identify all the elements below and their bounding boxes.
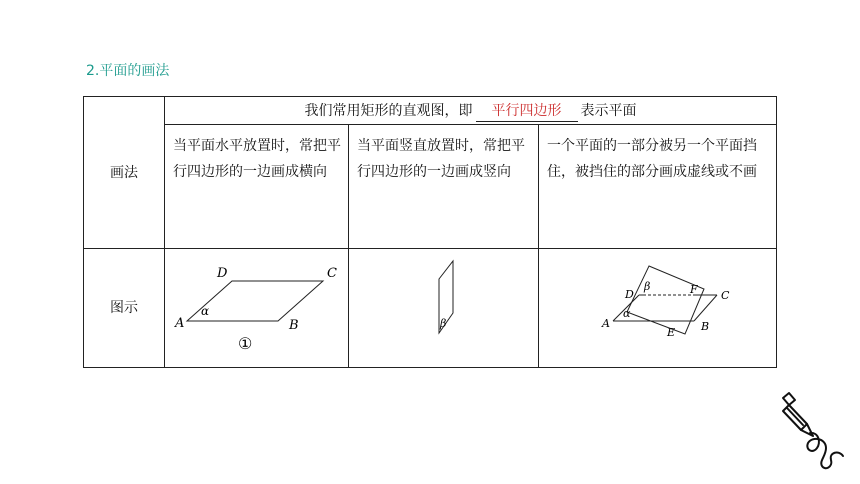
row-label-figure: 图示 <box>84 249 165 368</box>
label-A: A <box>175 316 185 331</box>
figure-vertical-plane <box>349 249 539 368</box>
fill-blank-answer: 平行四边形 <box>476 101 578 122</box>
overlapping-planes-diagram <box>539 249 777 358</box>
label-C: C <box>721 289 730 302</box>
label-beta: β <box>644 280 651 293</box>
row-label-drawing: 画法 <box>84 97 165 249</box>
label-F: F <box>690 283 698 296</box>
label-beta: β <box>440 317 447 330</box>
intro-after: 表示平面 <box>580 102 637 119</box>
vertical-plane-diagram <box>349 249 539 358</box>
label-A: A <box>602 317 610 330</box>
figure-horizontal-plane <box>165 249 349 368</box>
label-C: C <box>327 266 337 281</box>
section-title: 2.平面的画法 <box>86 63 170 79</box>
label-D: D <box>217 266 228 281</box>
figure-marker: ① <box>238 334 253 353</box>
label-E: E <box>667 326 676 339</box>
intro-before: 我们常用矩形的直观图，即 <box>304 102 473 119</box>
horizontal-plane-diagram <box>165 249 349 358</box>
label-B: B <box>701 320 710 333</box>
desc-vertical: 当平面竖直放置时，常把平行四边形的一边画成竖向 <box>349 125 539 249</box>
label-B: B <box>289 318 299 333</box>
label-alpha: α <box>623 307 631 320</box>
desc-horizontal: 当平面水平放置时，常把平行四边形的一边画成横向 <box>165 125 349 249</box>
label-D: D <box>625 288 634 301</box>
plane-drawing-table <box>83 96 777 368</box>
figure-overlapping-planes <box>539 249 777 368</box>
label-alpha: α <box>201 304 210 318</box>
pen-doodle-icon <box>773 390 853 476</box>
desc-overlap: 一个平面的一部分被另一个平面挡住，被挡住的部分画成虚线或不画 <box>539 125 777 249</box>
intro-sentence <box>165 97 777 125</box>
